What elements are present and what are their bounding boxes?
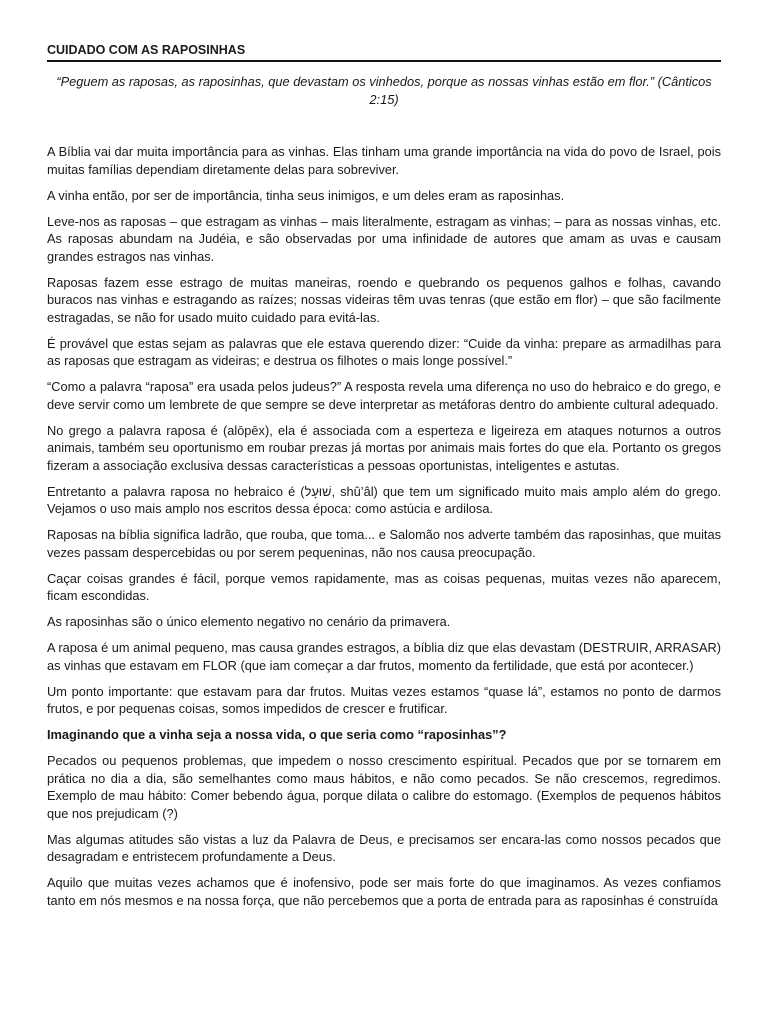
paragraph: Entretanto a palavra raposa no hebraico é (שׁוּעָל, shû’âl) que tem um significado muito mais amplo além do grego. Vejamos o uso mais amplo nos escritos dessa época: como astúcia e ardilosa. — [47, 483, 721, 516]
paragraph: Aquilo que muitas vezes achamos que é inofensivo, pode ser mais forte do que imaginamos. As vezes confiamos tanto em nós mesmos e na nossa força, que não percebemos que a porta de entrada para as raposinhas é construída — [47, 875, 721, 908]
paragraph: A vinha então, por ser de importância, tinha seus inimigos, e um deles eram as raposinhas. — [47, 187, 565, 203]
paragraph: Leve-nos as raposas – que estragam as vinhas – mais literalmente, estragam as vinhas; – para as nossas vinhas, etc. As raposas abundam na Judéia, e são observadas por uma infinidade de autores que amam as uvas e causam grandes estragos nas vinhas. — [47, 213, 721, 264]
paragraph: É provável que estas sejam as palavras que ele estava querendo dizer: “Cuide da vinha: prepare as armadilhas para as raposas que estragam as videiras; e destrua os filhotes o mais longe possível.” — [47, 335, 721, 368]
paragraph: Mas algumas atitudes são vistas a luz da Palavra de Deus, e precisamos ser encara-las como nossos pecados que desagradam e entristecem profundamente a Deus. — [47, 831, 721, 864]
document-title: CUIDADO COM AS RAPOSINHAS — [47, 42, 721, 62]
paragraph: Um ponto importante: que estavam para dar frutos. Muitas vezes estamos “quase lá”, estamos no ponto de darmos frutos, e por pequenas coisas, somos impedidos de crescer e frutificar. — [47, 683, 721, 716]
paragraph: Pecados ou pequenos problemas, que impedem o nosso crescimento espiritual. Pecados que por se tornarem em prática no dia a dia, são semelhantes como maus hábitos, e não como pecados. Se não crescemos, regredimos. Exemplo de mau hábito: Comer bebendo água, porque dilata o calibre do estomago. (Exemplos de pequenos hábitos que nos prejudicam (?) — [47, 753, 721, 821]
paragraph: Caçar coisas grandes é fácil, porque vemos rapidamente, mas as coisas pequenas, muitas vezes não aparecem, ficam escondidas. — [47, 570, 721, 603]
paragraph: Raposas na bíblia significa ladrão, que rouba, que toma... e Salomão nos adverte também das raposinhas, que muitas vezes passam despercebidas ou por serem pequeninas, não nos causa preocupação. — [47, 527, 721, 560]
section-question: Imaginando que a vinha seja a nossa vida, o que seria como “raposinhas”? — [47, 727, 507, 742]
paragraph: As raposinhas são o único elemento negativo no cenário da primavera. — [47, 614, 451, 629]
paragraph: A raposa é um animal pequeno, mas causa grandes estragos, a bíblia diz que elas devastam (DESTRUIR, ARRASAR) as vinhas que estavam em FLOR (que iam começar a dar frutos, momento da fertilidade, que está por acontecer.) — [47, 640, 721, 673]
epigraph-quote: “Peguem as raposas, as raposinhas, que devastam os vinhedos, porque as nossas vinhas estão em flor.” (Cânticos 2:15) — [56, 74, 712, 107]
paragraph: “Como a palavra “raposa” era usada pelos judeus?” A resposta revela uma diferença no uso do hebraico e do grego, e deve servir como um lembrete de que sempre se deve interpretar as metáforas dentro do ambiente cultural adequado. — [47, 379, 721, 412]
document-body — [47, 143, 721, 909]
paragraph: A Bíblia vai dar muita importância para as vinhas. Elas tinham uma grande importância na vida do povo de Israel, pois muitas famílias dependiam diretamente delas para sobreviver. — [47, 144, 721, 177]
paragraph: No grego a palavra raposa é (alōpēx), ela é associada com a esperteza e ligeireza em ataques noturnos a outros animais, também seu oportunismo em roubar prezas já mortas por animais mais fortes do que ela. Portanto os gregos fizeram a associação exclusiva dessas características a pessoas oportunistas, inteligentes e astutas. — [47, 422, 721, 473]
paragraph: Raposas fazem esse estrago de muitas maneiras, roendo e quebrando os pequenos galhos e folhas, cavando buracos nas vinhas e estragando as raízes; nossas videiras têm uvas tenras (que estão em flor) – que são facilmente estragadas, se não for usado muito cuidado para evitá-las. — [47, 274, 721, 325]
